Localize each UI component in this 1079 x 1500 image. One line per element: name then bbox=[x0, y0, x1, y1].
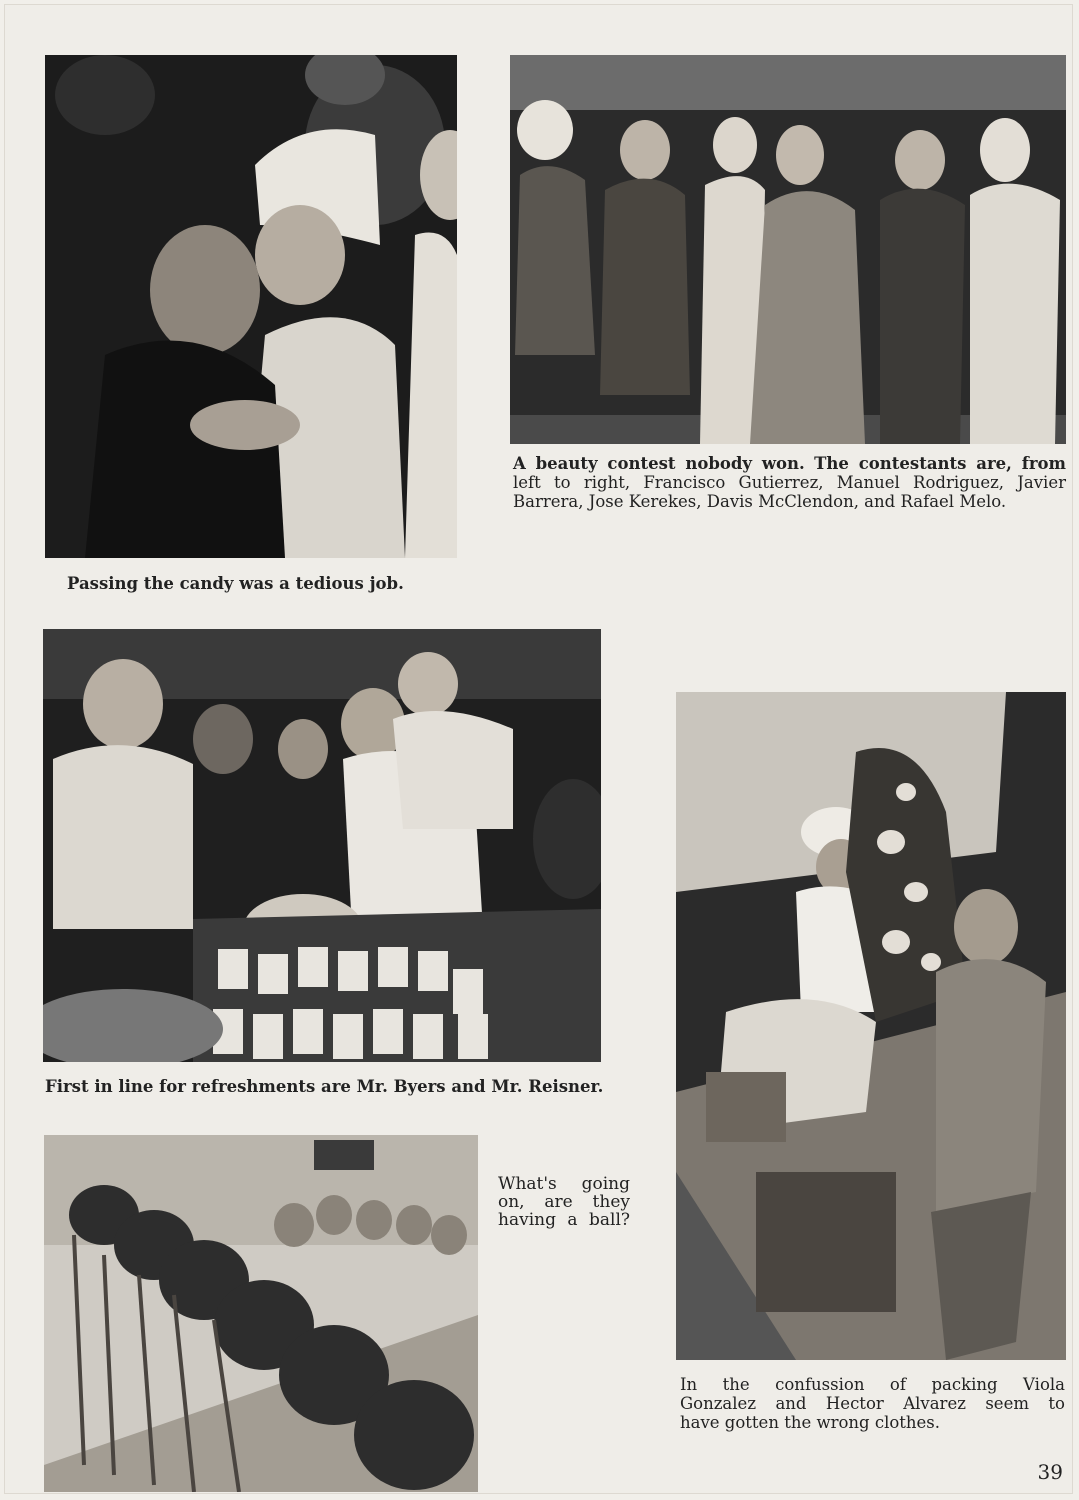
packing-caption-line2: Gonzalez and Hector Alvarez seem to bbox=[680, 1394, 1065, 1413]
candy-caption bbox=[67, 574, 447, 593]
refreshments-caption bbox=[45, 1077, 605, 1096]
ball-caption-line1: What's going bbox=[498, 1174, 630, 1194]
ball-caption-line2: on, are they bbox=[498, 1192, 630, 1212]
packing-caption bbox=[680, 1375, 1065, 1432]
refreshments-caption-text: First in line for refreshments are Mr. Byers and Mr. Reisner. bbox=[45, 1077, 604, 1096]
beauty-caption-line3: Barrera, Jose Kerekes, Davis McClendon, and Rafael Melo. bbox=[513, 492, 1007, 511]
candy-passing-photo bbox=[45, 55, 457, 558]
yearbook-page bbox=[4, 4, 1073, 1494]
packing-caption-line3: have gotten the wrong clothes. bbox=[680, 1413, 941, 1432]
candy-caption-text: Passing the candy was a tedious job. bbox=[67, 574, 404, 593]
seated-crowd-photo bbox=[44, 1135, 478, 1492]
beauty-caption bbox=[513, 454, 1066, 511]
beauty-caption-lead: A beauty contest nobody won. bbox=[513, 454, 805, 473]
page-number: 39 bbox=[1037, 1460, 1063, 1484]
ball-caption bbox=[498, 1175, 630, 1229]
packing-caption-line1: In the confussion of packing Viola bbox=[680, 1375, 1065, 1394]
ball-caption-line3: having a ball? bbox=[498, 1210, 630, 1230]
packing-clothes-photo bbox=[676, 692, 1066, 1360]
beauty-caption-line2: left to right, Francisco Gutierrez, Manuel Rodriguez, Javier bbox=[513, 473, 1066, 492]
beauty-caption-lead-rest: The contestants are, from bbox=[814, 454, 1066, 473]
beauty-contest-photo bbox=[510, 55, 1066, 444]
refreshments-line-photo bbox=[43, 629, 601, 1062]
